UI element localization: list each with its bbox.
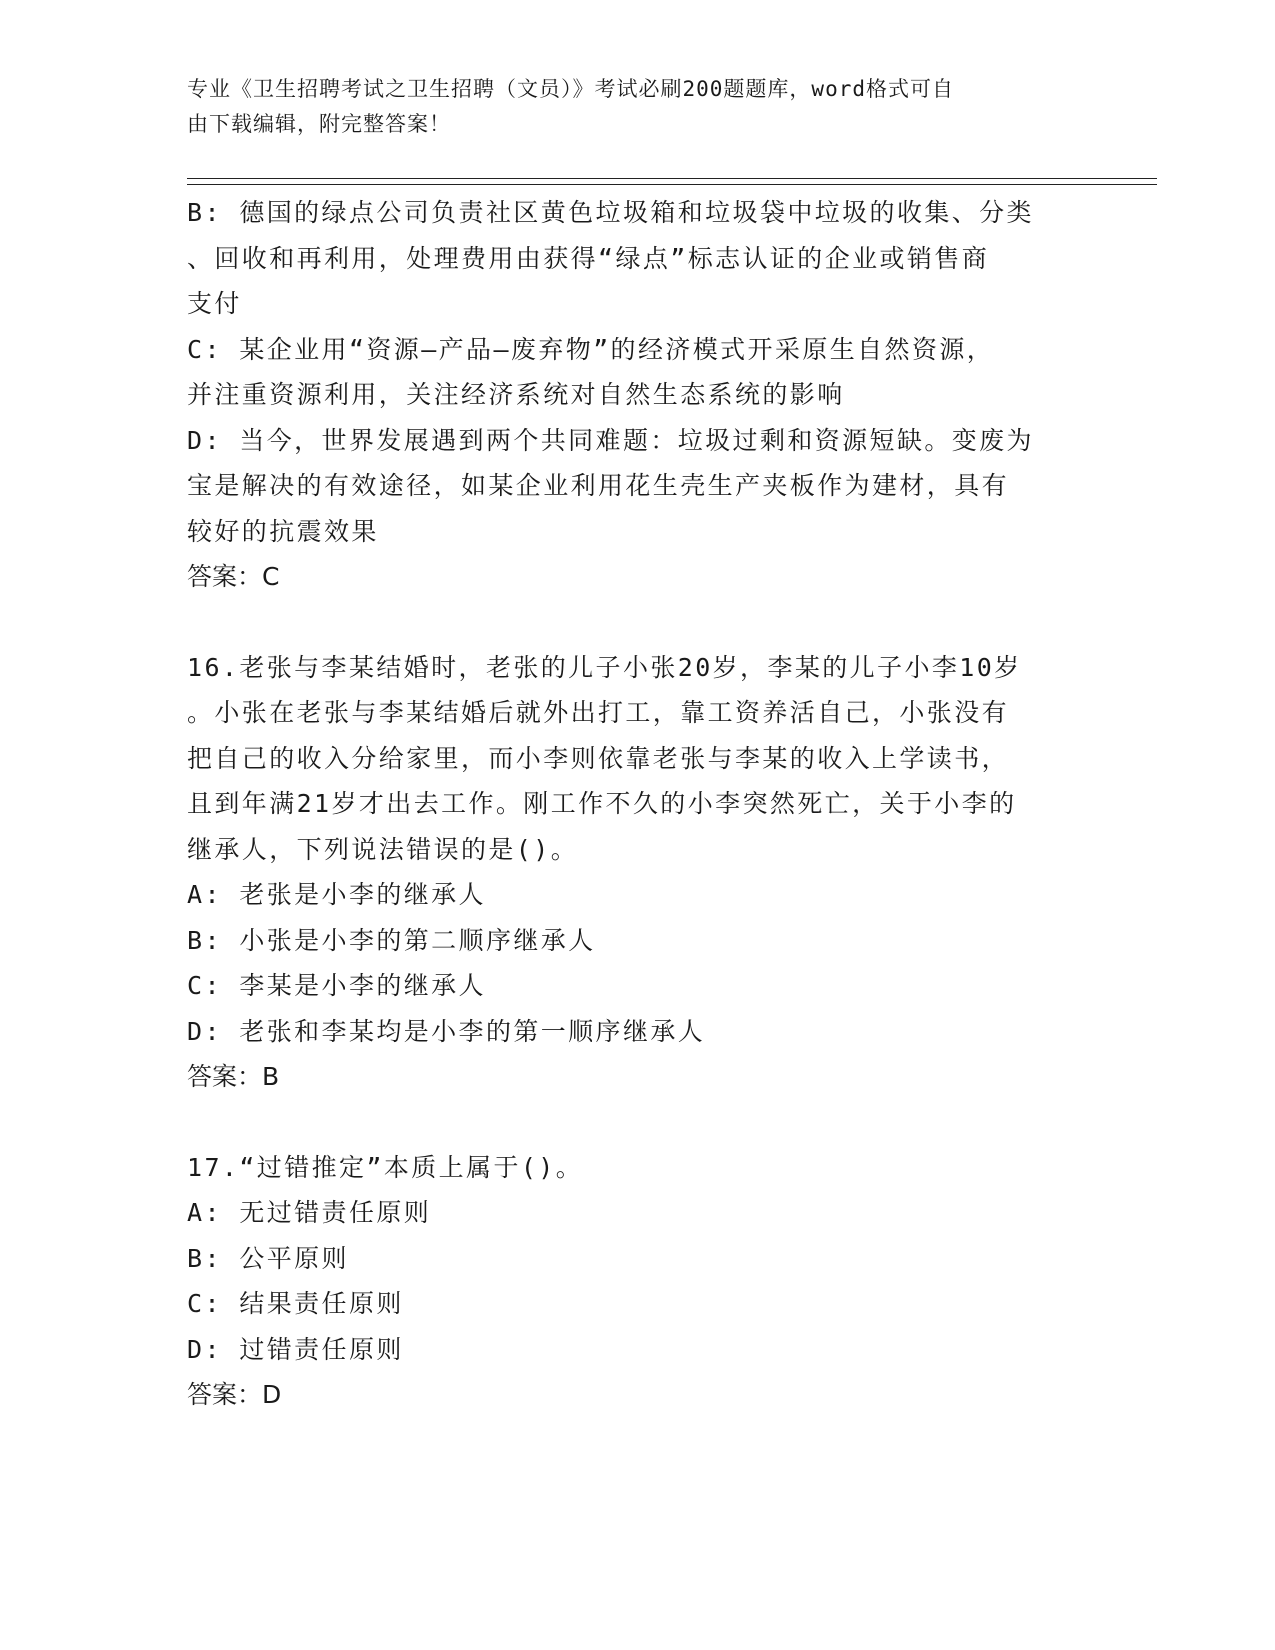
answer-line: 答案：C [187, 562, 280, 591]
option-b-line: 支付 [187, 289, 242, 318]
option-d: D: 过错责任原则 [187, 1334, 404, 1364]
question-stem-line: 把自己的收入分给家里，而小李则依靠老张与李某的收入上学读书， [187, 743, 1010, 773]
option-a: A: 无过错责任原则 [187, 1198, 432, 1227]
question-stem-line: 16.老张与李某结婚时，老张的儿子小张20岁，李某的儿子小李10岁 [187, 652, 1022, 682]
answer-line: 答案：D [187, 1380, 282, 1409]
option-d-line: 宝是解决的有效途径，如某企业利用花生壳生产夹板作为建材，具有 [187, 471, 1010, 500]
option-c-line: 并注重资源利用，关注经济系统对自然生态系统的影响 [187, 380, 845, 409]
option-c: C: 李某是小李的继承人 [187, 971, 486, 1000]
spacer [187, 1100, 1087, 1145]
option-d-line: D: 当今，世界发展遇到两个共同难题：垃圾过剩和资源短缺。变废为 [187, 425, 1034, 455]
document-header [187, 72, 1067, 142]
question-15-continued [187, 190, 1087, 600]
option-b: B: 小张是小李的第二顺序继承人 [187, 925, 596, 955]
option-b-line: 、回收和再利用，处理费用由获得“绿点”标志认证的企业或销售商 [187, 243, 990, 273]
option-c-line: C: 某企业用“资源—产品—废弃物”的经济模式开采原生自然资源， [187, 334, 995, 364]
spacer [187, 600, 1087, 645]
header-line: 专业《卫生招聘考试之卫生招聘（文员）》考试必刷200题题库，word格式可自 [187, 77, 954, 101]
option-b-line: B: 德国的绿点公司负责社区黄色垃圾箱和垃圾袋中垃圾的收集、分类 [187, 198, 1034, 227]
question-stem-line: 且到年满21岁才出去工作。刚工作不久的小李突然死亡，关于小李的 [187, 789, 1017, 818]
answer-line: 答案：B [187, 1062, 280, 1091]
document-body [187, 190, 1087, 1418]
option-a: A: 老张是小李的继承人 [187, 880, 486, 909]
header-line: 由下载编辑，附完整答案！ [187, 112, 451, 136]
option-d-line: 较好的抗震效果 [187, 516, 379, 546]
question-17 [187, 1145, 1087, 1418]
question-stem-line: 继承人，下列说法错误的是()。 [187, 834, 579, 864]
option-c: C: 结果责任原则 [187, 1289, 404, 1318]
option-b: B: 公平原则 [187, 1243, 349, 1273]
question-stem: 17.“过错推定”本质上属于()。 [187, 1152, 584, 1182]
option-d: D: 老张和李某均是小李的第一顺序继承人 [187, 1016, 706, 1046]
header-divider [187, 184, 1157, 185]
question-stem-line: 。小张在老张与李某结婚后就外出打工，靠工资养活自己，小张没有 [187, 698, 1010, 727]
header-divider [187, 178, 1157, 179]
question-16 [187, 645, 1087, 1100]
